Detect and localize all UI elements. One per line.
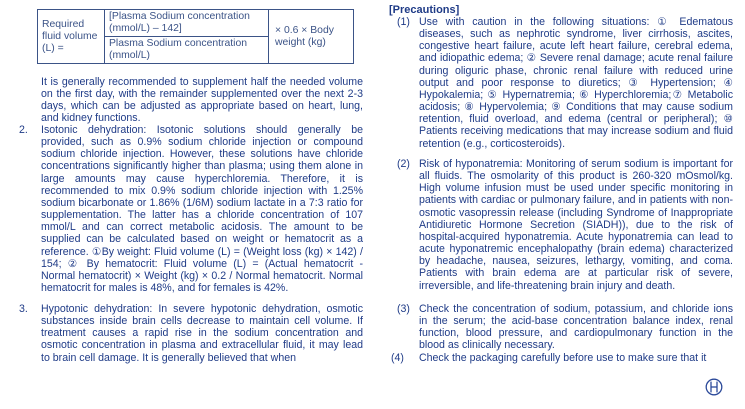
precautions-heading: [Precautions] [389, 4, 460, 16]
precaution-text: Check the concentration of sodium, potassium, and chloride ions in the serum; the acid-base concentration balance index, renal function, blood pressure, and cardiopulmonary function in the blood as clinically necessary. [419, 303, 733, 352]
formula-lhs: Required fluid volume (L) = [38, 10, 105, 64]
precaution-number: (3) [397, 303, 410, 315]
precaution-text: Risk of hyponatremia: Monitoring of serum sodium is important for all fluids. The osmolarity of this product is 260-320 mOsmol/kg. High volume infusion must be used under specific monitoring in patients with cardiac or pulmonary failure, and in patients with non-osmotic vasopressin release (including Syndrome of Inappropriate Antidiuretic Hormone Secretion (SIADH)), due to the risk of hospital-acquired hyponatremia. Acute hyponatremia can lead to acute hyponatremic encephalopathy (brain edema) characterized by headache, nausea, seizures, lethargy, vomiting, and coma. Patients with brain edema are at particular risk of severe, irreversible, and life-threatening brain injury and death. [419, 158, 733, 292]
precaution-text: Check the packaging carefully before use to make sure that it [419, 352, 707, 364]
list-number: 2. [19, 124, 28, 136]
supplement-paragraph: It is generally recommended to supplement half the needed volume on the first day, with the remainder supplemented over the next 2-3 days, which can be adjusted as appropriate based on heart, lung, and kidney functions. [41, 76, 363, 125]
formula-multiplier: × 0.6 × Body weight (kg) [269, 10, 354, 64]
list-text: Isotonic dehydration: Isotonic solutions should generally be provided, such as 0.9% sodium chloride injection or compound sodium chloride injection. However, these solutions have chloride concentrations significantly higher than plasma; using them alone in large amounts may cause hyperchloremia. Therefore, it is recommended to mix 0.9% sodium chloride injection with 1.25% sodium bicarbonate or 1.86% (1/6M) sodium lactate in a 7:3 ratio for supplementation. The latter has a chloride concentration of 107 mmol/L and can correct metabolic acidosis. The amount to be supplied can be calculated based on weight or hematocrit as a reference. ①By weight: Fluid volume (L) = (Weight loss (kg) × 142) / 154; ② By hematocrit: Fluid volume (L) = (Actual hematocrit - Normal hematocrit) × Weight (kg) × 0.2 / Normal hematocrit. Normal hematocrit for males is 48%, and for females is 42%. [41, 124, 363, 295]
precaution-number: (1) [397, 16, 410, 28]
precaution-number: (4) [391, 352, 404, 364]
formula-denominator: Plasma Sodium concentration (mmol/L) [105, 37, 269, 64]
formula-numerator: [Plasma Sodium concentration (mmol/L) – 142] [105, 10, 269, 37]
list-number: 3. [19, 303, 28, 315]
precaution-number: (2) [397, 158, 410, 170]
list-text: Hypotonic dehydration: In severe hypotonic dehydration, osmotic substances inside brain cells decrease to maintain cell volume. If treatment causes a rapid rise in the sodium concentration and osmotic concentration in plasma and extracellular fluid, it may lead to brain cell damage. It is generally believed that when [41, 303, 363, 364]
precaution-text: Use with caution in the following situations: ① Edematous diseases, such as nephrotic syndrome, liver cirrhosis, ascites, congestive heart failure, acute left heart failure, cerebral edema, and idiopathic edema; ② Severe renal damage; acute renal failure during oliguric phase, chronic renal failure with reduced urine output and poor response to diuretics; ③ Hypertension; ④ Hypokalemia; ⑤ Hypernatremia; ⑥ Hyperchloremia;⑦ Metabolic acidosis; ⑧ Hypervolemia; ⑨ Conditions that may cause sodium retention, fluid overload, and edema (central or peripheral); ⑩ Patients receiving medications that may increase sodium and fluid retention (e.g., corticosteroids). [419, 16, 733, 150]
fluid-volume-formula-table [37, 9, 354, 64]
circled-h-logo-icon [705, 378, 723, 396]
